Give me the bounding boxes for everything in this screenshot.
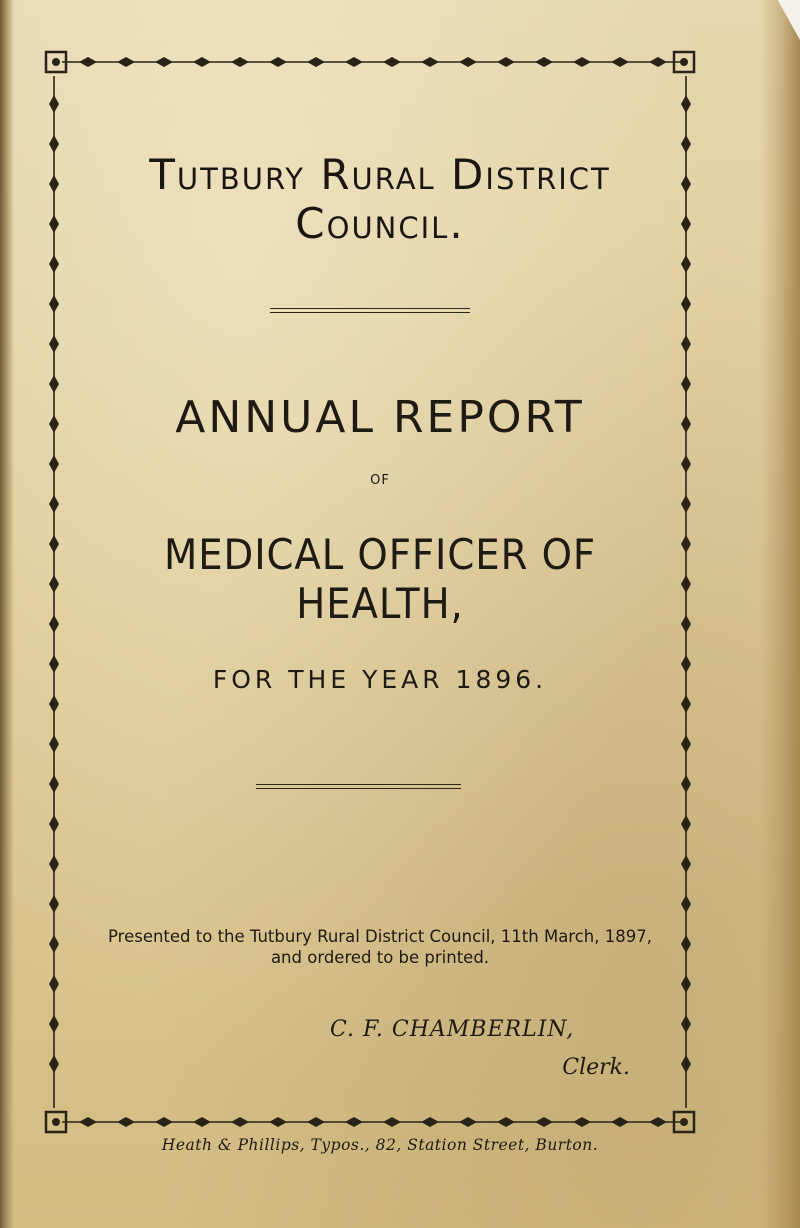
diamond-fleuron-icon [49, 135, 59, 153]
diamond-fleuron-icon [681, 615, 691, 633]
diamond-fleuron-icon [681, 415, 691, 433]
diamond-fleuron-icon [573, 57, 591, 67]
diamond-fleuron-icon [681, 575, 691, 593]
diamond-fleuron-icon [681, 895, 691, 913]
diamond-fleuron-icon [459, 57, 477, 67]
signer-role: Clerk. [562, 1055, 630, 1080]
diamond-fleuron-icon [497, 57, 515, 67]
diamond-fleuron-icon [49, 895, 59, 913]
diamond-fleuron-icon [573, 1117, 591, 1127]
upper-rule [270, 308, 470, 314]
diamond-fleuron-icon [497, 1117, 515, 1127]
diamond-fleuron-icon [49, 1015, 59, 1033]
diamond-fleuron-icon [79, 1117, 97, 1127]
diamond-fleuron-icon [681, 735, 691, 753]
diamond-fleuron-icon [681, 1055, 691, 1073]
diamond-fleuron-icon [49, 295, 59, 313]
diamond-fleuron-icon [611, 1117, 629, 1127]
diamond-fleuron-icon [49, 455, 59, 473]
lower-rule [256, 784, 461, 790]
diamond-fleuron-icon [307, 1117, 325, 1127]
diamond-fleuron-icon [681, 255, 691, 273]
diamond-fleuron-icon [681, 295, 691, 313]
diamond-fleuron-icon [155, 57, 173, 67]
diamond-fleuron-icon [49, 615, 59, 633]
signer-name: C. F. CHAMBERLIN, [330, 1017, 575, 1042]
diamond-fleuron-icon [117, 1117, 135, 1127]
diamond-fleuron-icon [49, 495, 59, 513]
diamond-fleuron-icon [193, 1117, 211, 1127]
diamond-fleuron-icon [681, 695, 691, 713]
diamond-fleuron-icon [649, 57, 667, 67]
diamond-fleuron-icon [49, 255, 59, 273]
diamond-fleuron-icon [535, 57, 553, 67]
diamond-fleuron-icon [681, 375, 691, 393]
diamond-fleuron-icon [681, 975, 691, 993]
report-period: FOR THE YEAR 1896. [212, 665, 548, 694]
diamond-fleuron-icon [49, 815, 59, 833]
report-heading: ANNUAL REPORT [175, 392, 585, 443]
printer-imprint: Heath & Phillips, Typos., 82, Station Street, Burton. [161, 1136, 599, 1154]
diamond-fleuron-icon [49, 535, 59, 553]
diamond-fleuron-icon [459, 1117, 477, 1127]
diamond-fleuron-icon [383, 57, 401, 67]
corner-ornament-icon-center [680, 58, 688, 66]
diamond-fleuron-icon [49, 375, 59, 393]
diamond-fleuron-icon [681, 935, 691, 953]
presentation-line-2: and ordered to be printed. [270, 948, 490, 967]
diamond-fleuron-icon [49, 215, 59, 233]
diamond-fleuron-icon [269, 1117, 287, 1127]
diamond-fleuron-icon [681, 655, 691, 673]
diamond-fleuron-icon [49, 575, 59, 593]
diamond-fleuron-icon [681, 135, 691, 153]
diamond-fleuron-icon [49, 1055, 59, 1073]
diamond-fleuron-icon [49, 855, 59, 873]
diamond-fleuron-icon [49, 175, 59, 193]
diamond-fleuron-icon [269, 57, 287, 67]
diamond-fleuron-icon [681, 335, 691, 353]
diamond-fleuron-icon [49, 935, 59, 953]
connector-word: OF [370, 473, 390, 488]
diamond-fleuron-icon [49, 655, 59, 673]
diamond-fleuron-icon [155, 1117, 173, 1127]
corner-ornament-icon-center [680, 1118, 688, 1126]
diamond-fleuron-icon [193, 57, 211, 67]
diamond-fleuron-icon [383, 1117, 401, 1127]
diamond-fleuron-icon [681, 215, 691, 233]
diamond-fleuron-icon [421, 1117, 439, 1127]
diamond-fleuron-icon [49, 415, 59, 433]
presentation-note [80, 926, 680, 968]
council-title: Tutbury Rural District Council. [149, 150, 611, 248]
diamond-fleuron-icon [421, 57, 439, 67]
diamond-fleuron-icon [231, 1117, 249, 1127]
diamond-fleuron-icon [681, 175, 691, 193]
diamond-fleuron-icon [681, 775, 691, 793]
diamond-fleuron-icon [49, 775, 59, 793]
diamond-fleuron-icon [49, 335, 59, 353]
report-subject: MEDICAL OFFICER OF HEALTH, [163, 530, 597, 628]
corner-ornament-icon-center [52, 58, 60, 66]
diamond-fleuron-icon [307, 57, 325, 67]
corner-ornament-icon-center [52, 1118, 60, 1126]
diamond-fleuron-icon [49, 975, 59, 993]
diamond-fleuron-icon [681, 455, 691, 473]
diamond-fleuron-icon [649, 1117, 667, 1127]
diamond-fleuron-icon [49, 95, 59, 113]
diamond-fleuron-icon [681, 535, 691, 553]
diamond-fleuron-icon [49, 695, 59, 713]
diamond-fleuron-icon [117, 57, 135, 67]
diamond-fleuron-icon [79, 57, 97, 67]
diamond-fleuron-icon [681, 855, 691, 873]
diamond-fleuron-icon [231, 57, 249, 67]
diamond-fleuron-icon [611, 57, 629, 67]
diamond-fleuron-icon [681, 95, 691, 113]
presentation-line-1: Presented to the Tutbury Rural District Council, 11th March, 1897, [107, 927, 652, 946]
diamond-fleuron-icon [49, 735, 59, 753]
diamond-fleuron-icon [345, 57, 363, 67]
diamond-fleuron-icon [681, 815, 691, 833]
diamond-fleuron-icon [535, 1117, 553, 1127]
diamond-fleuron-icon [681, 495, 691, 513]
diamond-fleuron-icon [345, 1117, 363, 1127]
